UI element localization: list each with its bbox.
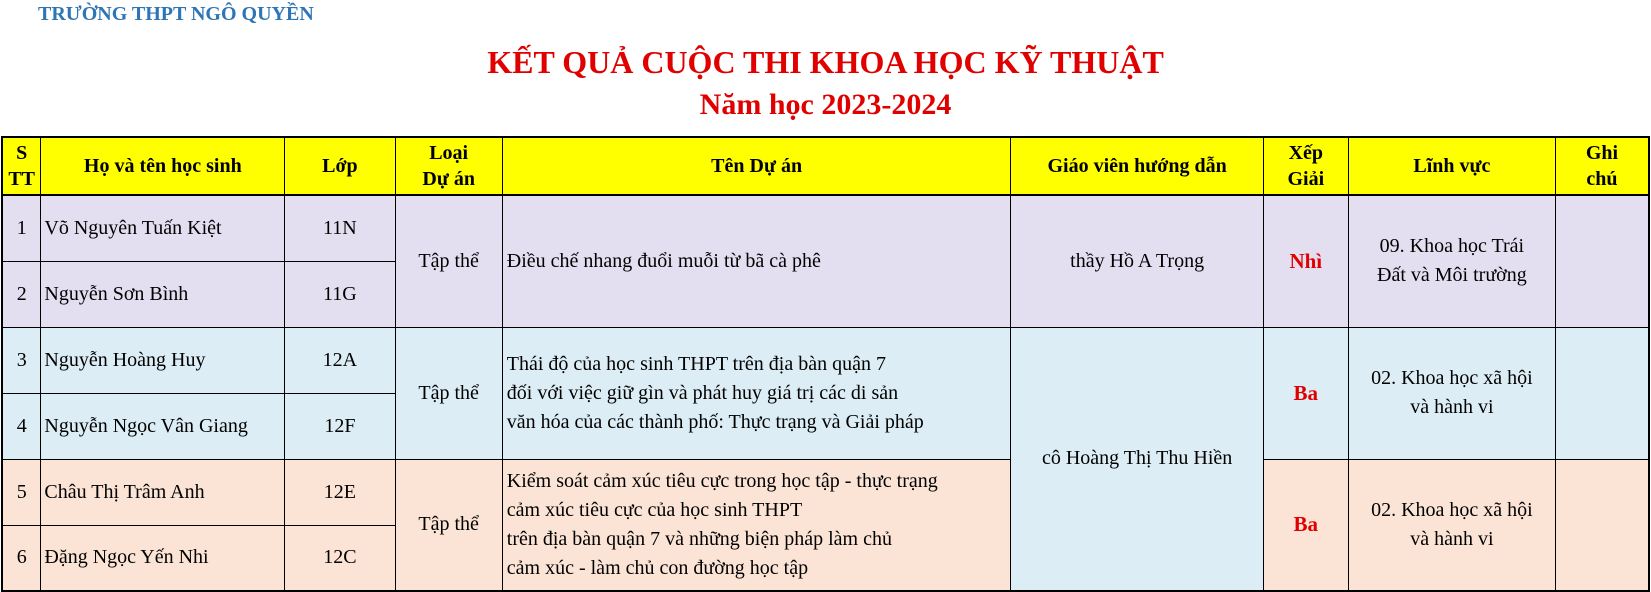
results-table (1, 136, 1650, 592)
school-name: TRƯỜNG THPT NGÔ QUYỀN (38, 3, 314, 25)
col-header-name: Họ và tên học sinh (41, 137, 285, 195)
cell-prize: Ba (1263, 459, 1348, 591)
table-row (2, 459, 1649, 525)
cell-student-name: Nguyễn Ngọc Vân Giang (41, 393, 285, 459)
table-row (2, 195, 1649, 261)
cell-student-name: Nguyễn Sơn Bình (41, 261, 285, 327)
cell-project-type: Tập thể (395, 459, 502, 591)
page-title: KẾT QUẢ CUỘC THI KHOA HỌC KỸ THUẬT (487, 44, 1164, 80)
cell-field: 09. Khoa học Trái Đất và Môi trường (1348, 195, 1555, 327)
cell-prize: Ba (1263, 327, 1348, 459)
cell-teacher: thầy Hồ A Trọng (1011, 195, 1263, 327)
col-header-note: Ghi chú (1555, 137, 1649, 195)
cell-field: 02. Khoa học xã hội và hành vi (1348, 459, 1555, 591)
cell-project-name: Kiểm soát cảm xúc tiêu cực trong học tập - thực trạng cảm xúc tiêu cực của học sinh THPT trên địa bàn quận 7 và những biện pháp làm chủ cảm xúc - làm chủ con đường học tập (502, 459, 1011, 591)
col-header-stt: S TT (2, 137, 41, 195)
page-subtitle: Năm học 2023-2024 (699, 88, 952, 121)
cell-project-type: Tập thể (395, 195, 502, 327)
cell-class: 12E (285, 459, 395, 525)
cell-note (1555, 459, 1649, 591)
cell-class: 12F (285, 393, 395, 459)
header-row (2, 137, 1649, 195)
cell-note (1555, 327, 1649, 459)
cell-class: 12C (285, 525, 395, 591)
cell-stt: 3 (2, 327, 41, 393)
cell-class: 11G (285, 261, 395, 327)
cell-project-name: Điều chế nhang đuổi muỗi từ bã cà phê (502, 195, 1011, 327)
cell-class: 11N (285, 195, 395, 261)
col-header-project: Tên Dự án (502, 137, 1011, 195)
table-row (2, 327, 1649, 393)
cell-field: 02. Khoa học xã hội và hành vi (1348, 327, 1555, 459)
col-header-type: Loại Dự án (395, 137, 502, 195)
cell-student-name: Châu Thị Trâm Anh (41, 459, 285, 525)
cell-stt: 1 (2, 195, 41, 261)
cell-student-name: Nguyễn Hoàng Huy (41, 327, 285, 393)
cell-stt: 2 (2, 261, 41, 327)
cell-project-type: Tập thể (395, 327, 502, 459)
cell-stt: 5 (2, 459, 41, 525)
cell-stt: 4 (2, 393, 41, 459)
col-header-class: Lớp (285, 137, 395, 195)
cell-teacher: cô Hoàng Thị Thu Hiền (1011, 327, 1263, 591)
cell-class: 12A (285, 327, 395, 393)
col-header-field: Lĩnh vực (1348, 137, 1555, 195)
cell-student-name: Đặng Ngọc Yến Nhi (41, 525, 285, 591)
cell-student-name: Võ Nguyên Tuấn Kiệt (41, 195, 285, 261)
cell-stt: 6 (2, 525, 41, 591)
col-header-teacher: Giáo viên hướng dẫn (1011, 137, 1263, 195)
cell-project-name: Thái độ của học sinh THPT trên địa bàn quận 7 đối với việc giữ gìn và phát huy giá trị các di sản văn hóa của các thành phố: Thực trạng và Giải pháp (502, 327, 1011, 459)
col-header-prize: Xếp Giải (1263, 137, 1348, 195)
cell-note (1555, 195, 1649, 327)
cell-prize: Nhì (1263, 195, 1348, 327)
